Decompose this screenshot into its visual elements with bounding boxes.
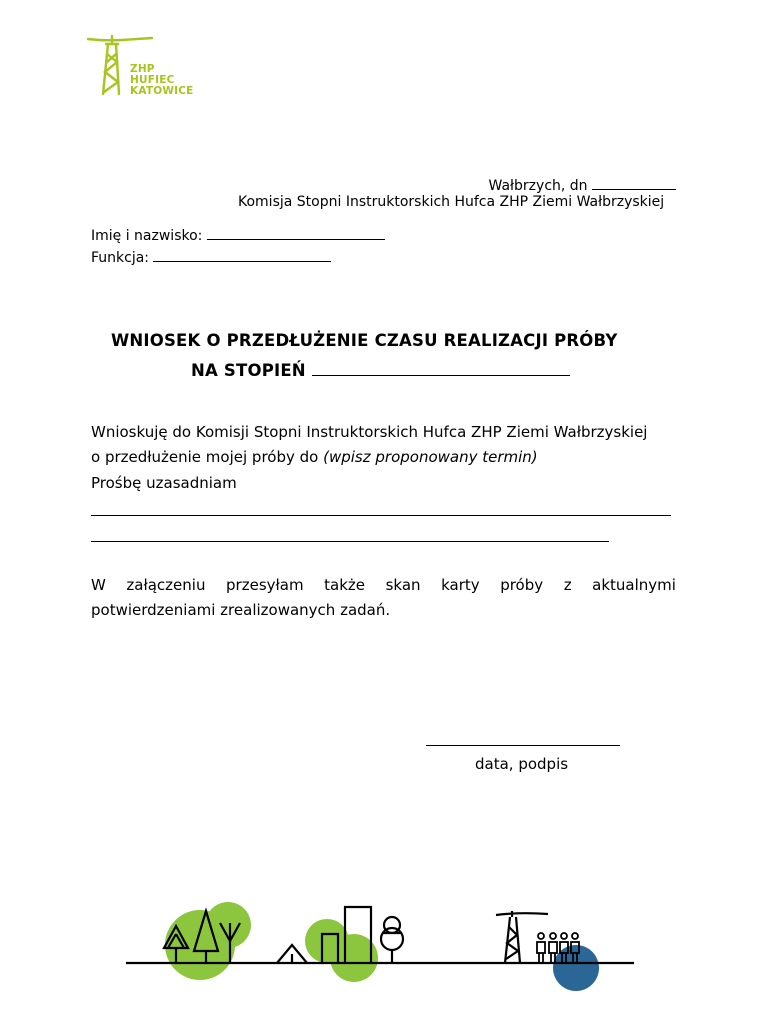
name-line: [91, 228, 385, 245]
word: karty: [441, 576, 480, 594]
word: skan: [385, 576, 421, 594]
degree-label: NA STOPIEŃ: [191, 361, 306, 380]
date-blank[interactable]: [592, 189, 676, 190]
addressee: Komisja Stopni Instruktorskich Hufca ZHP Ziemi Wałbrzyskiej: [238, 194, 665, 210]
tree-icon: [381, 917, 403, 963]
request-line-2: [91, 448, 538, 466]
place-date-line: [489, 178, 676, 195]
word: z: [563, 576, 572, 594]
zhp-logo: [86, 32, 196, 102]
document-title: WNIOSEK O PRZEDŁUŻENIE CZASU REALIZACJI PRÓBY: [111, 331, 618, 350]
word: aktualnymi: [592, 576, 676, 594]
request-prefix: o przedłużenie mojej próby do: [91, 448, 319, 466]
logo-text-zhp: ZHP: [130, 63, 155, 75]
justification-label: Prośbę uzasadniam: [91, 474, 237, 492]
request-line-1: Wnioskuję do Komisji Stopni Instruktorskich Hufca ZHP Ziemi Wałbrzyskiej: [91, 423, 648, 441]
word: próby: [500, 576, 544, 594]
logo-text-katowice: KATOWICE: [130, 85, 194, 97]
word: także: [324, 576, 366, 594]
attachment-line-2: potwierdzeniami zrealizowanych zadań.: [91, 601, 391, 619]
attachment-line-1: [91, 576, 676, 594]
place-date-label: Wałbrzych, dn: [488, 178, 588, 194]
word: przesyłam: [226, 576, 304, 594]
word: W: [91, 576, 106, 594]
function-label: Funkcja:: [91, 250, 150, 266]
logo-text-hufiec: HUFIEC: [130, 74, 175, 86]
green-circle: [205, 902, 251, 948]
degree-line: [191, 361, 570, 381]
justification-blank-1[interactable]: [91, 515, 671, 516]
name-label: Imię i nazwisko:: [91, 228, 203, 244]
radio-tower-icon: [496, 911, 548, 963]
degree-blank[interactable]: [312, 375, 570, 376]
name-blank[interactable]: [207, 239, 385, 240]
signature-label: data, podpis: [475, 755, 569, 773]
tent-icon: [277, 945, 307, 963]
justification-blank-2[interactable]: [91, 541, 609, 542]
term-hint: (wpisz proponowany termin): [323, 448, 538, 466]
word: załączeniu: [126, 576, 206, 594]
signature-blank[interactable]: [426, 745, 620, 746]
footer-illustration: [120, 896, 640, 996]
function-line: [91, 250, 331, 267]
function-blank[interactable]: [153, 261, 331, 262]
